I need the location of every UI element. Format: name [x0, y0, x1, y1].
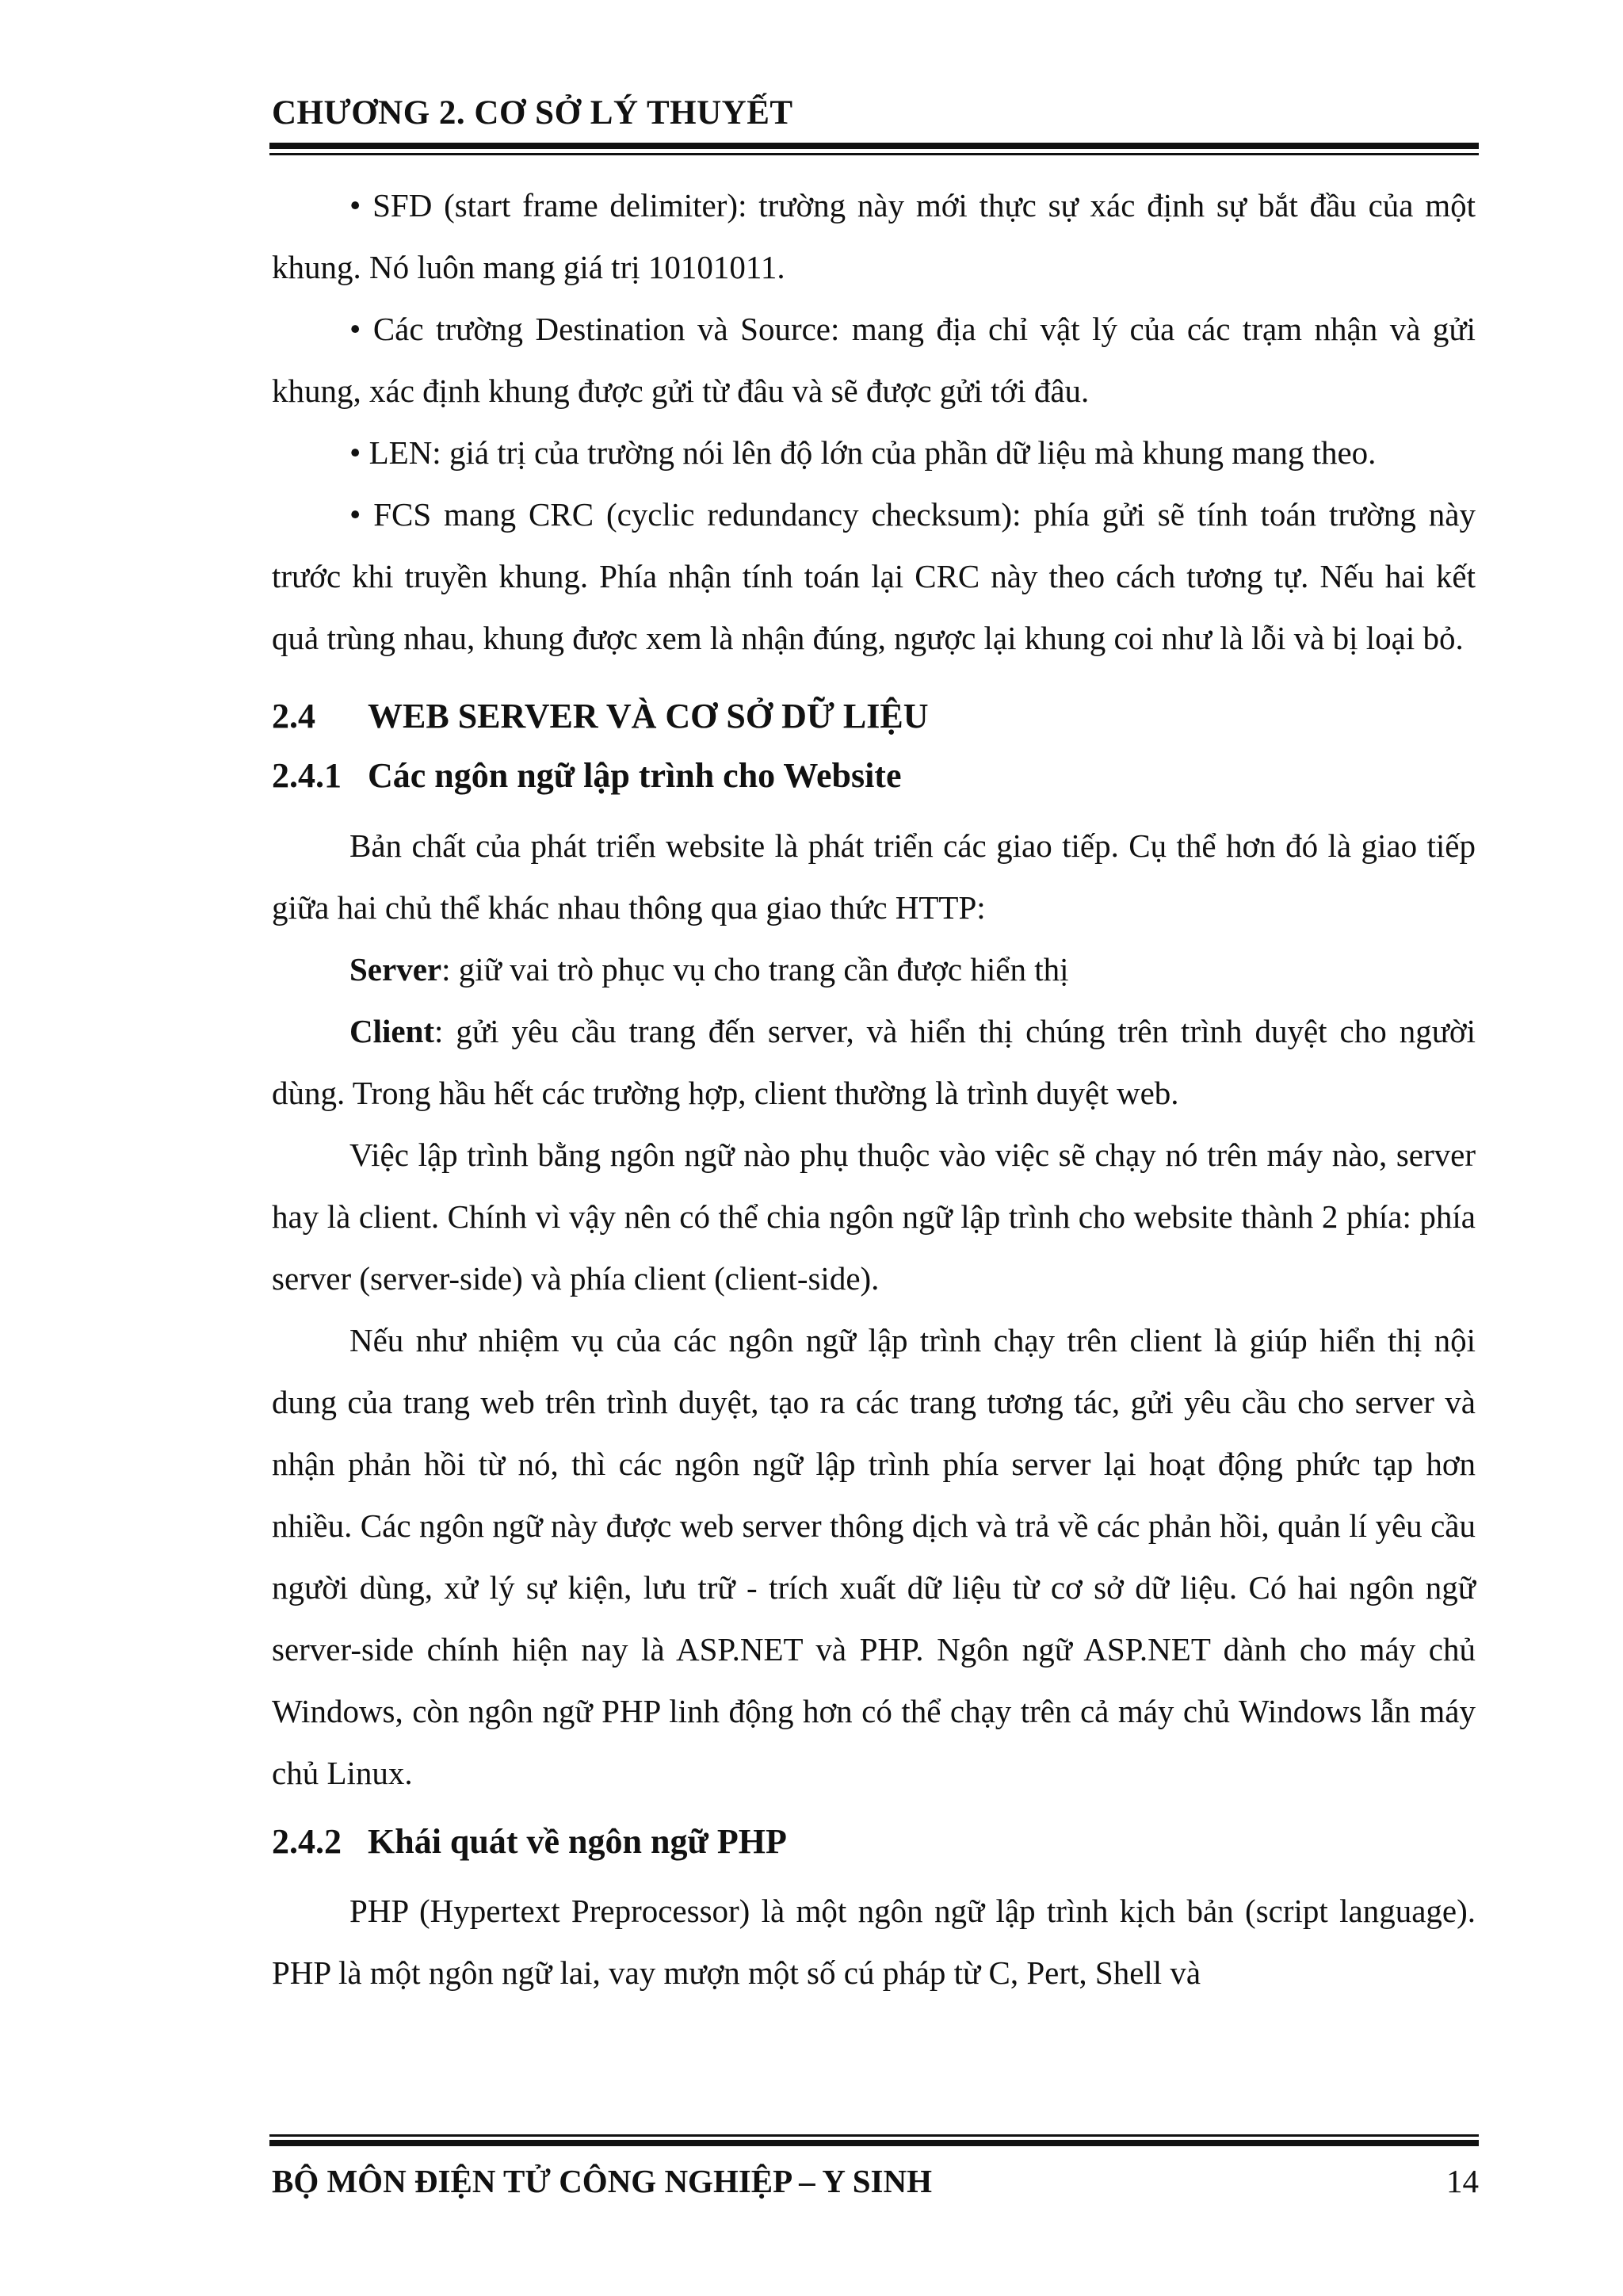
footer-rule-thin	[269, 2134, 1479, 2137]
paragraph-sfd: • SFD (start frame delimiter): trường này mới thực sự xác định sự bắt đầu của một khung. Nó luôn mang giá trị 10101011.	[272, 187, 1476, 285]
subsection-number: 2.4.1	[272, 755, 342, 795]
paragraph-intro: Bản chất của phát triển website là phát triển các giao tiếp. Cụ thể hơn đó là giao tiếp giữa hai chủ thể khác nhau thông qua giao thức HTTP:	[272, 827, 1476, 926]
paragraph-server	[272, 938, 1476, 1000]
subsection-title: Các ngôn ngữ lập trình cho Website	[368, 755, 902, 795]
footer-department: BỘ MÔN ĐIỆN TỬ CÔNG NGHIỆP – Y SINH	[272, 2163, 932, 2199]
subsection-title: Khái quát về ngôn ngữ PHP	[368, 1821, 787, 1861]
chapter-header: CHƯƠNG 2. CƠ SỞ LÝ THUYẾT	[272, 94, 793, 132]
section-heading	[272, 696, 1476, 738]
paragraph-destination-source: • Các trường Destination và Source: mang địa chỉ vật lý của các trạm nhận và gửi khung, xác định khung được gửi từ đâu và sẽ được gửi tới đâu.	[272, 311, 1476, 409]
subsection-heading-2	[272, 1821, 1476, 1863]
header-rule-thin	[269, 153, 1479, 155]
paragraph-language-choice: Việc lập trình bằng ngôn ngữ nào phụ thuộc vào việc sẽ chạy nó trên máy nào, server hay là client. Chính vì vậy nên có thể chia ngôn ngữ lập trình cho website thành 2 phía: phía server (server-side) và phía client (client-side).	[272, 1136, 1476, 1297]
page-content	[272, 174, 1476, 2004]
paragraph-client	[272, 1000, 1476, 1124]
client-label: Client	[349, 1012, 435, 1049]
paragraph-fcs: • FCS mang CRC (cyclic redundancy checksum): phía gửi sẽ tính toán trường này trước khi truyền khung. Phía nhận tính toán lại CRC này theo cách tương tự. Nếu hai kết quả trùng nhau, khung được xem là nhận đúng, ngược lại khung coi như là lỗi và bị loại bỏ.	[272, 496, 1476, 656]
client-description: : gửi yêu cầu trang đến server, và hiển thị chúng trên trình duyệt cho người dùng. Trong hầu hết các trường hợp, client thường là trình duyệt web.	[272, 1012, 1476, 1111]
page-number: 14	[1446, 2163, 1479, 2199]
subsection-number: 2.4.2	[272, 1821, 342, 1861]
footer-rule-thick	[269, 2140, 1479, 2146]
server-label: Server	[349, 950, 442, 988]
section-title: WEB SERVER VÀ CƠ SỞ DỮ LIỆU	[368, 697, 929, 735]
paragraph-php: PHP (Hypertext Preprocessor) là một ngôn ngữ lập trình kịch bản (script language). PHP là một ngôn ngữ lai, vay mượn một số cú pháp từ C, Pert, Shell và	[272, 1893, 1476, 1992]
subsection-heading-1	[272, 755, 1476, 797]
server-description: : giữ vai trò phục vụ cho trang cần được hiển thị	[441, 950, 1069, 988]
section-number: 2.4	[272, 697, 315, 735]
paragraph-client-server-compare: Nếu như nhiệm vụ của các ngôn ngữ lập trình chạy trên client là giúp hiển thị nội dung của trang web trên trình duyệt, tạo ra các trang tương tác, gửi yêu cầu cho server và nhận phản hồi từ nó, thì các ngôn ngữ lập trình phía server lại hoạt động phức tạp hơn nhiều. Các ngôn ngữ này được web server thông dịch và trả về các phản hồi, quản lí yêu cầu người dùng, xử lý sự kiện, lưu trữ - trích xuất dữ liệu từ cơ sở dữ liệu. Có hai ngôn ngữ server-side chính hiện nay là ASP.NET và PHP. Ngôn ngữ ASP.NET dành cho máy chủ Windows, còn ngôn ngữ PHP linh động hơn có thể chạy trên cả máy chủ Windows lẫn máy chủ Linux.	[272, 1321, 1476, 1791]
paragraph-len: • LEN: giá trị của trường nói lên độ lớn của phần dữ liệu mà khung mang theo.	[349, 434, 1377, 471]
header-rule-thick	[269, 143, 1479, 149]
